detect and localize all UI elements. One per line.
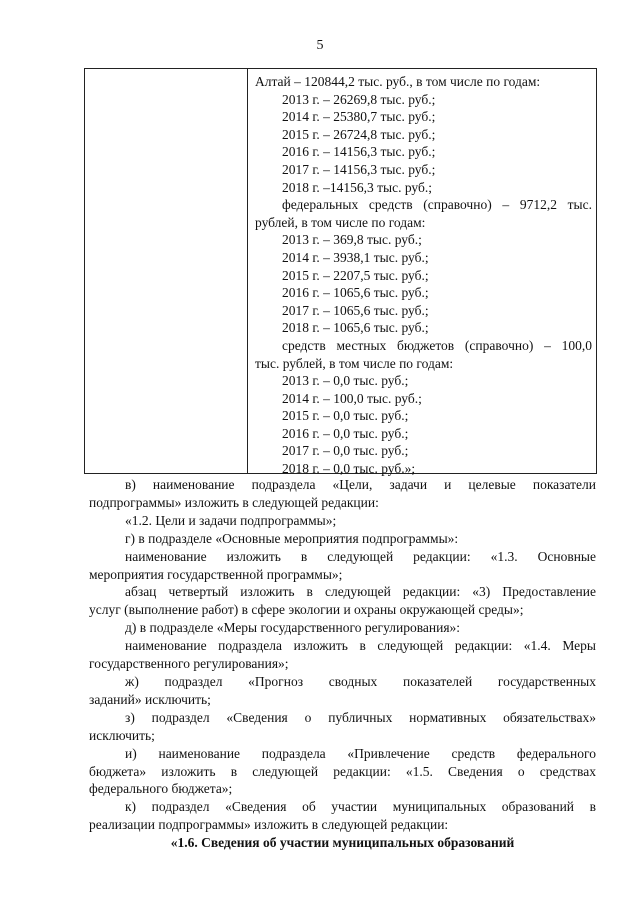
- paragraph-line: государственного регулирования»;: [89, 656, 289, 672]
- paragraph-line: услуг (выполнение работ) в сфере экологии и охраны окружающей среды»;: [89, 602, 524, 618]
- paragraph-line: мероприятия государственной программы»;: [89, 566, 343, 582]
- page-number: 5: [316, 38, 324, 53]
- table-text-line: 2013 г. – 26269,8 тыс. руб.;: [282, 91, 436, 107]
- paragraph-line: «1.2. Цели и задачи подпрограммы»;: [125, 512, 337, 528]
- funding-table: [84, 68, 597, 477]
- table-text-line: рублей, в том числе по годам:: [255, 214, 426, 230]
- table-right-cell: [248, 69, 596, 477]
- paragraph-line: наименование подраздела изложить в следующей редакции: «1.4. Меры: [125, 638, 596, 654]
- table-text-line: 2018 г. –14156,3 тыс. руб.;: [282, 179, 432, 195]
- table-text-line: Алтай – 120844,2 тыс. руб., в том числе по годам:: [255, 74, 541, 89]
- paragraph-line: подпрограммы» изложить в следующей редакции:: [89, 494, 379, 510]
- table-text-line: 2018 г. – 1065,6 тыс. руб.;: [282, 320, 429, 336]
- table-text-line: 2013 г. – 369,8 тыс. руб.;: [282, 232, 422, 248]
- table-text-line: федеральных средств (справочно) – 9712,2 тыс.: [282, 197, 592, 213]
- paragraph-line: исключить;: [89, 727, 155, 743]
- table-text-line: 2014 г. – 100,0 тыс. руб.;: [282, 390, 422, 406]
- table-left-cell: [85, 69, 248, 473]
- paragraph-line: и) наименование подраздела «Привлечение средств федерального: [125, 745, 596, 761]
- paragraph-line: наименование изложить в следующей редакции: «1.3. Основные: [125, 548, 596, 564]
- table-text-line: 2014 г. – 3938,1 тыс. руб.;: [282, 249, 429, 265]
- table-text-line: 2016 г. – 1065,6 тыс. руб.;: [282, 285, 429, 301]
- table-text-line: 2016 г. – 14156,3 тыс. руб.;: [282, 144, 436, 160]
- paragraph-line: д) в подразделе «Меры государственного регулирования»:: [125, 620, 461, 636]
- paragraph-line: г) в подразделе «Основные мероприятия подпрограммы»:: [125, 530, 459, 546]
- table-text-line: 2017 г. – 0,0 тыс. руб.;: [282, 443, 409, 459]
- paragraph-line: к) подраздел «Сведения об участии муниципальных образований в: [125, 799, 596, 815]
- paragraph-line: абзац четвертый изложить в следующей редакции: «3) Предоставление: [125, 584, 596, 600]
- table-text-line: тыс. рублей, в том числе по годам:: [255, 355, 454, 371]
- paragraph-line: федерального бюджета»;: [89, 781, 233, 797]
- table-text-line: 2017 г. – 1065,6 тыс. руб.;: [282, 302, 429, 318]
- table-text-line: средств местных бюджетов (справочно) – 100,0: [282, 337, 592, 353]
- table-text-line: 2015 г. – 0,0 тыс. руб.;: [282, 408, 409, 424]
- table-text-line: 2016 г. – 0,0 тыс. руб.;: [282, 425, 409, 441]
- paragraph-line: реализации подпрограммы» изложить в следующей редакции:: [89, 817, 449, 833]
- paragraph-line: бюджета» изложить в следующей редакции: «1.5. Сведения о средствах: [89, 763, 596, 779]
- document-body: [89, 476, 596, 852]
- paragraph-line: в) наименование подраздела «Цели, задачи и целевые показатели: [125, 477, 596, 492]
- paragraph-line: ж) подраздел «Прогноз сводных показателей государственных: [125, 673, 596, 689]
- table-text-line: 2013 г. – 0,0 тыс. руб.;: [282, 373, 409, 389]
- section-heading: «1.6. Сведения об участии муниципальных образований: [170, 835, 515, 851]
- table-text-line: 2015 г. – 26724,8 тыс. руб.;: [282, 126, 436, 142]
- table-text-line: 2017 г. – 14156,3 тыс. руб.;: [282, 161, 436, 177]
- paragraph-line: заданий» исключить;: [89, 691, 211, 707]
- table-text-line: 2015 г. – 2207,5 тыс. руб.;: [282, 267, 429, 283]
- table-text-line: 2014 г. – 25380,7 тыс. руб.;: [282, 109, 436, 125]
- paragraph-line: з) подраздел «Сведения о публичных нормативных обязательствах»: [125, 709, 596, 725]
- table-text-line: 2018 г. – 0,0 тыс. руб.»;: [282, 461, 416, 477]
